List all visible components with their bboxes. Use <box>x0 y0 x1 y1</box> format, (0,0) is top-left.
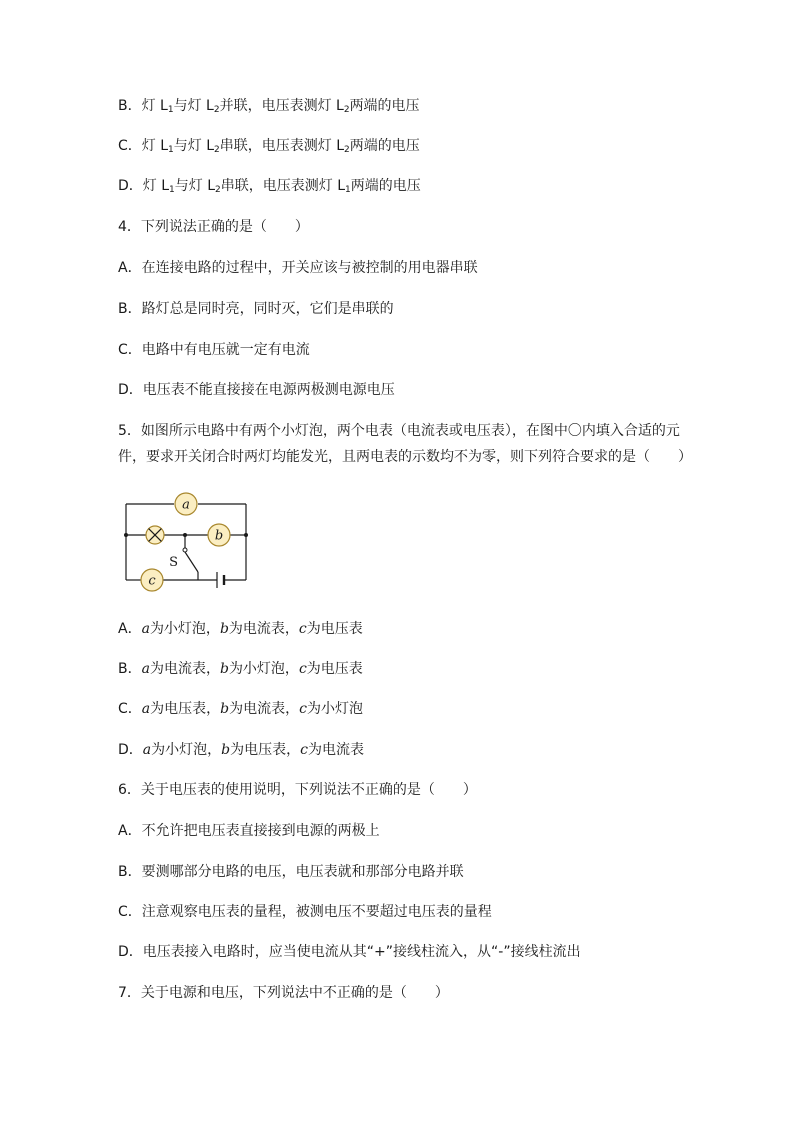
q3-option-b-text-3: 并联，电压表测灯 L <box>219 98 344 114</box>
meter-a-label: a <box>182 497 190 513</box>
q5-option-b-text-1: 为电流表， <box>149 661 220 677</box>
q3-option-d <box>118 177 421 195</box>
q5-option-b-text-2: 为小灯泡， <box>228 661 299 677</box>
q5-option-a-letter: A． <box>118 621 142 637</box>
q6-option-b: B．要测哪部分电路的电压，电压表就和那部分电路并联 <box>118 864 464 880</box>
q5-option-c <box>118 700 363 718</box>
q3-option-b-sub-2: 2 <box>213 105 220 115</box>
q5-option-c-text-3: 为小灯泡 <box>306 701 363 717</box>
q3-option-b-text-4: 两端的电压 <box>349 98 420 114</box>
q5-option-c-text-1: 为电压表， <box>150 701 221 717</box>
q3-option-c-sub-3: 2 <box>344 145 350 155</box>
q3-option-b-sub-3: 2 <box>343 105 350 115</box>
q5-option-c-var-c: c <box>299 701 307 717</box>
q5-option-d-text-2: 为电压表， <box>230 742 301 758</box>
q5-option-b-var-a: a <box>141 661 150 677</box>
q5-option-d-var-b: b <box>221 742 231 758</box>
q5-option-d-var-c: c <box>300 742 308 758</box>
lamp-icon <box>146 526 164 544</box>
junction-right <box>244 533 248 537</box>
junction-left <box>124 533 128 537</box>
circuit-diagram <box>118 488 258 592</box>
meter-a <box>175 493 197 515</box>
q5-stem-line-1: 5．如图所示电路中有两个小灯泡，两个电表（电流表或电压表），在图中〇内填入合适的元 <box>118 423 680 439</box>
meter-b-label: b <box>214 528 224 544</box>
q3-option-c-sub-2: 2 <box>214 145 220 155</box>
q6-option-a: A．不允许把电压表直接接到电源的两极上 <box>118 823 380 839</box>
q3-option-d-sub-2: 2 <box>215 185 221 195</box>
q5-option-d-var-a: a <box>142 742 152 758</box>
q5-option-b <box>118 660 363 678</box>
q3-option-c-text-1: C．灯 L <box>118 138 169 154</box>
q3-option-d-text-4: 两端的电压 <box>350 178 421 194</box>
q3-option-c-sub-1: 1 <box>168 145 174 155</box>
q5-option-a-var-a: a <box>141 621 150 637</box>
junction-middle <box>183 533 187 537</box>
meter-b <box>208 524 230 546</box>
meter-c <box>141 569 163 591</box>
q5-option-c-var-a: a <box>141 701 151 717</box>
q3-option-c-text-4: 两端的电压 <box>349 138 420 154</box>
q4-option-a: A．在连接电路的过程中，开关应该与被控制的用电器串联 <box>118 260 478 276</box>
q3-option-b-sub-1: 1 <box>167 105 174 115</box>
q5-option-b-var-b: b <box>219 661 229 677</box>
switch-icon <box>183 548 198 580</box>
q5-option-c-var-b: b <box>220 701 230 717</box>
q3-option-d-text-3: 串联，电压表测灯 L <box>220 178 345 194</box>
meter-c-label: c <box>148 573 156 589</box>
q3-option-b-text-2: 与灯 L <box>173 98 214 114</box>
q5-stem-line-2: 件，要求开关闭合时两灯均能发光，且两电表的示数均不为零，则下列符合要求的是（ ） <box>118 449 692 465</box>
q5-option-a-var-c: c <box>298 621 307 637</box>
q3-option-d-sub-3: 1 <box>345 185 351 195</box>
q3-option-d-text-1: D．灯 L <box>118 178 170 194</box>
q5-option-a-text-3: 为电压表 <box>306 621 363 637</box>
q5-option-a-text-1: 为小灯泡， <box>149 621 220 637</box>
q5-option-a <box>118 620 363 638</box>
q3-option-c <box>118 137 420 155</box>
q3-option-d-text-2: 与灯 L <box>174 178 216 194</box>
q6-stem: 6．关于电压表的使用说明，下列说法不正确的是（ ） <box>118 782 477 798</box>
q4-option-b: B．路灯总是同时亮，同时灭，它们是串联的 <box>118 301 394 317</box>
q4-stem: 4．下列说法正确的是（ ） <box>118 219 309 235</box>
q5-option-d-text-3: 为电流表 <box>307 742 364 758</box>
q3-option-b-text-1: B．灯 L <box>118 98 168 114</box>
q5-option-a-var-b: b <box>219 621 229 637</box>
q5-option-d <box>118 741 364 759</box>
q3-option-c-text-3: 串联，电压表测灯 L <box>219 138 344 154</box>
q3-option-c-text-2: 与灯 L <box>173 138 215 154</box>
q7-stem: 7．关于电源和电压，下列说法中不正确的是（ ） <box>118 985 449 1001</box>
q5-option-d-letter: D． <box>118 742 143 758</box>
q5-option-b-var-c: c <box>298 661 307 677</box>
q3-option-b <box>118 97 420 115</box>
q4-option-d: D．电压表不能直接接在电源两极测电源电压 <box>118 382 395 398</box>
battery-icon <box>217 572 224 588</box>
q5-option-a-text-2: 为电流表， <box>228 621 299 637</box>
q6-option-d: D．电压表接入电路时，应当使电流从其“+”接线柱流入，从“-”接线柱流出 <box>118 944 581 960</box>
q5-option-b-text-3: 为电压表 <box>306 661 363 677</box>
q5-option-c-text-2: 为电流表， <box>229 701 300 717</box>
q6-option-c: C．注意观察电压表的量程，被测电压不要超过电压表的量程 <box>118 904 492 920</box>
q5-option-c-letter: C． <box>118 701 142 717</box>
q5-option-b-letter: B． <box>118 661 142 677</box>
switch-label: S <box>169 555 178 570</box>
q4-option-c: C．电路中有电压就一定有电流 <box>118 342 310 358</box>
q5-option-d-text-1: 为小灯泡， <box>151 742 222 758</box>
q3-option-d-sub-1: 1 <box>169 185 175 195</box>
